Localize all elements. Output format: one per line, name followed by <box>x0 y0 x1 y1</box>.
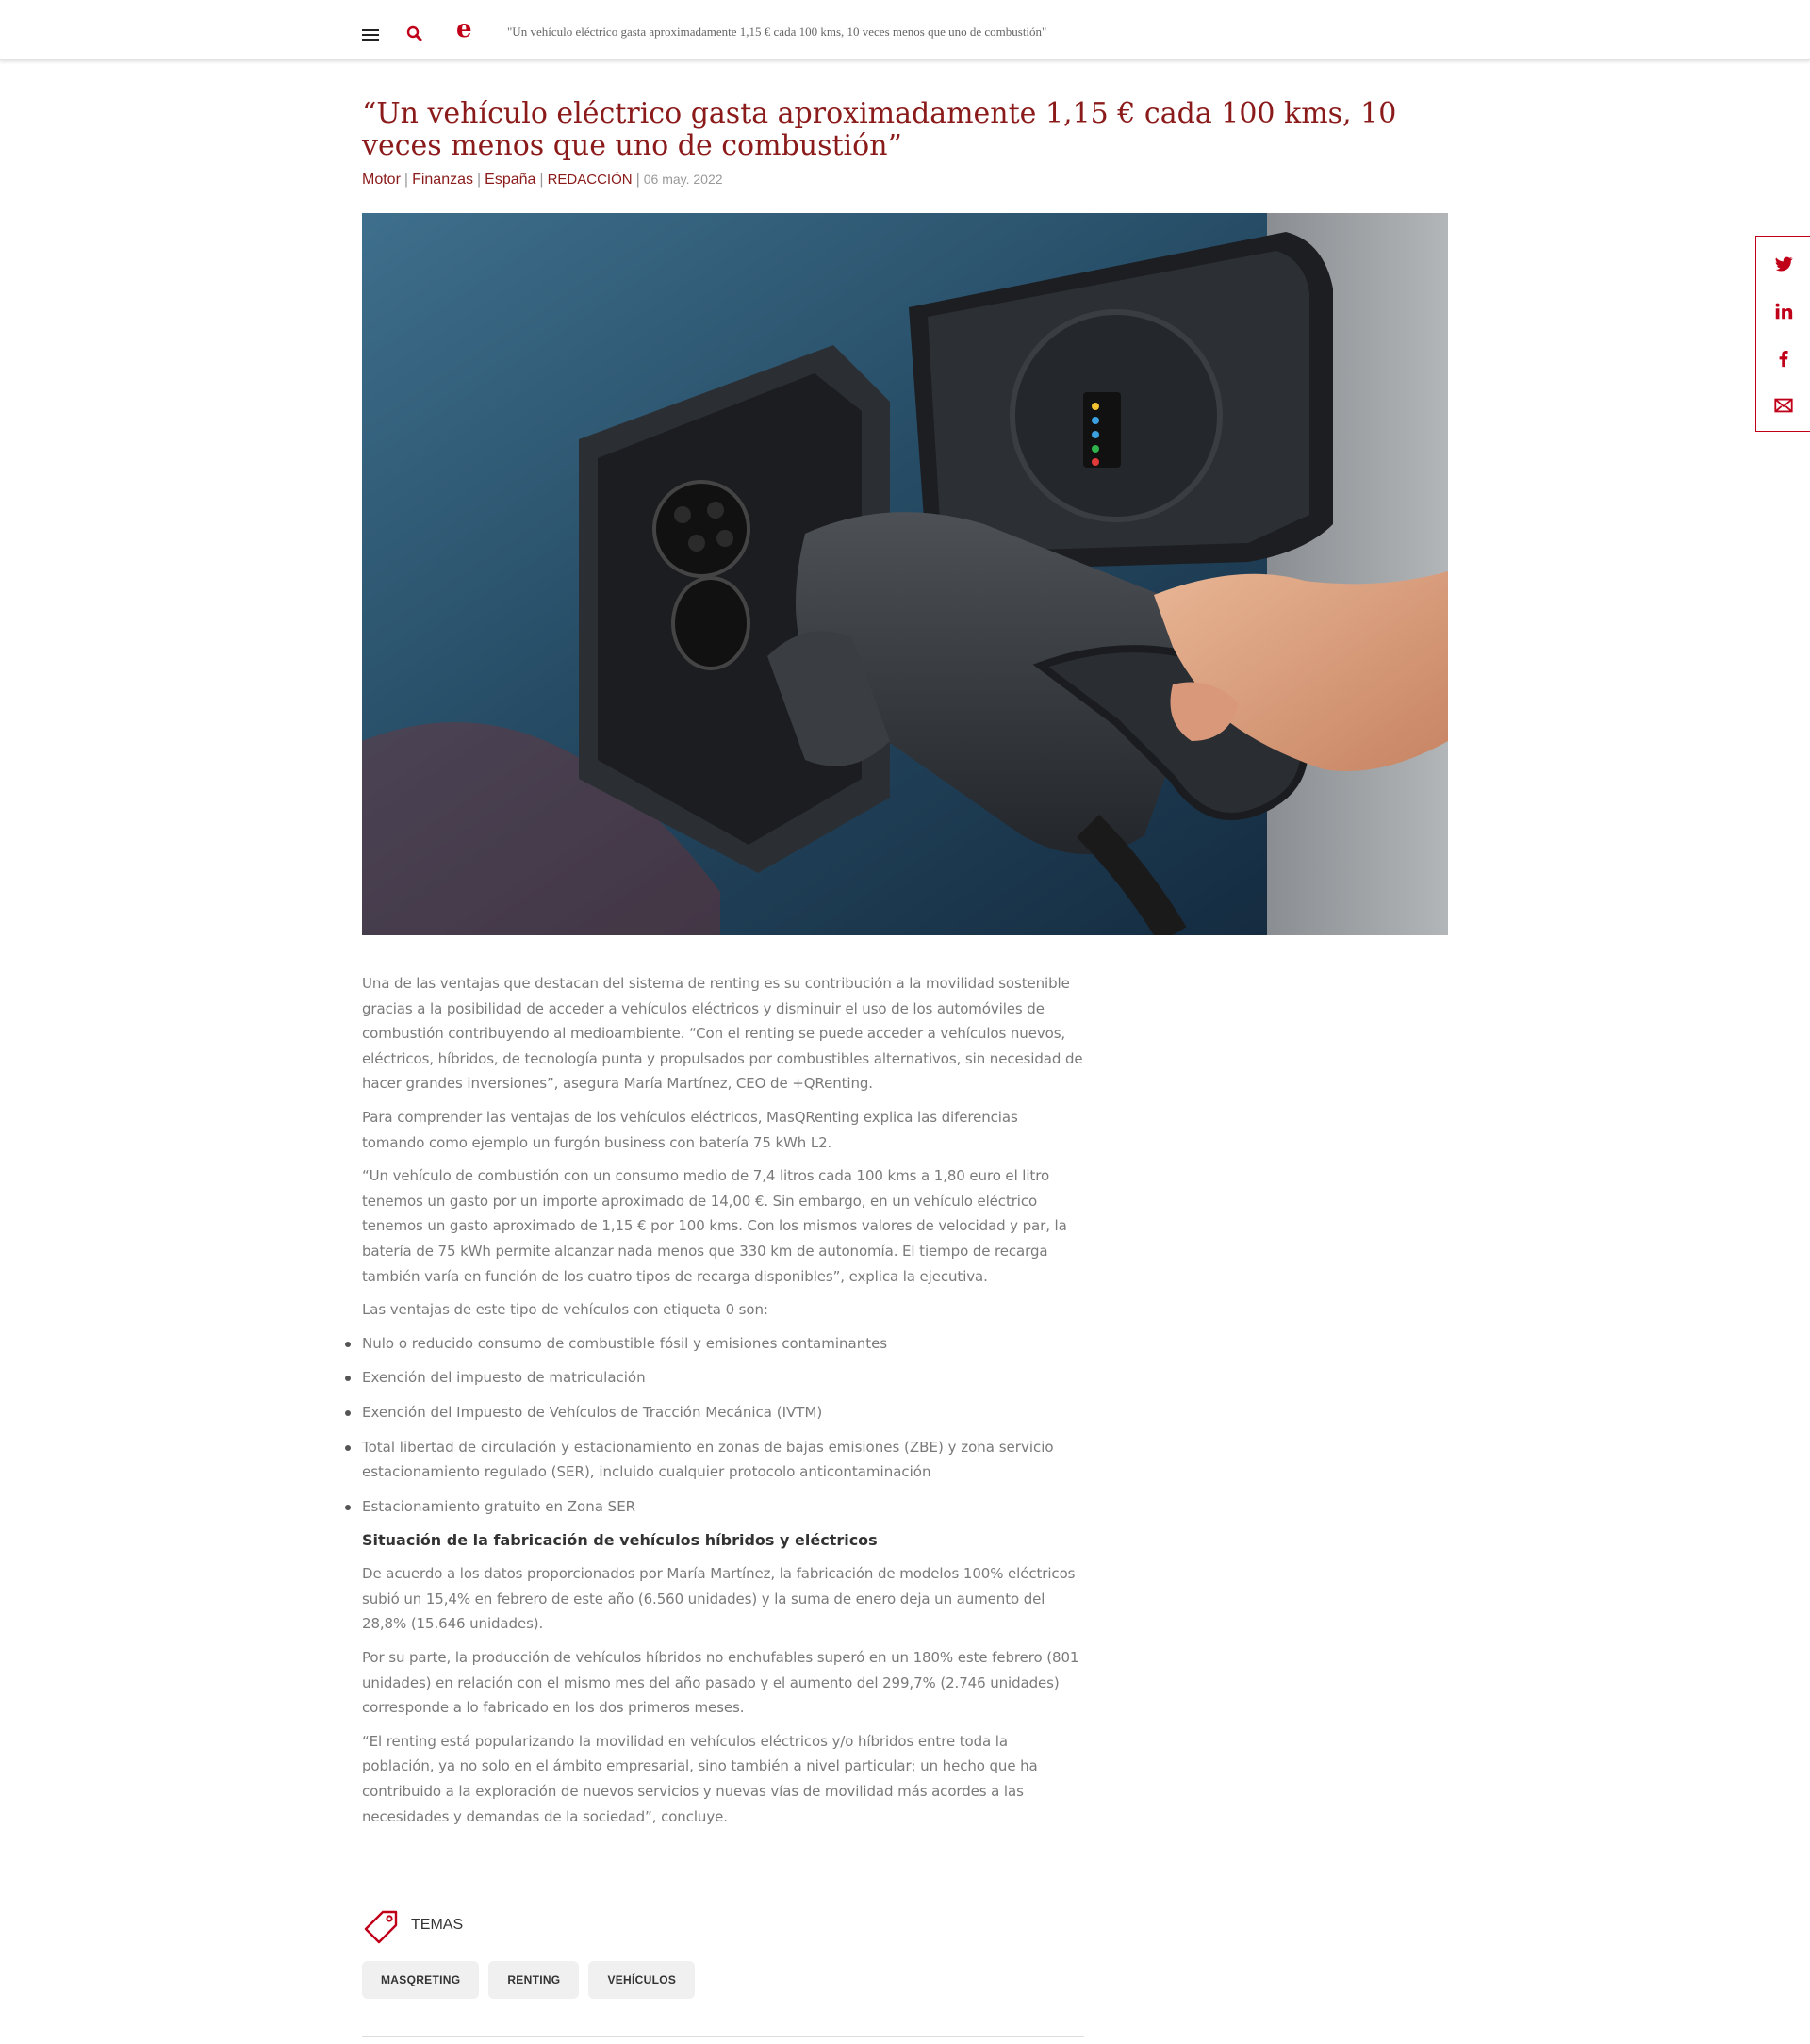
article-paragraph: Las ventajas de este tipo de vehículos con etiqueta 0 son: <box>362 1301 768 1319</box>
tag-masqreting[interactable]: MASQRETING <box>362 1961 479 1999</box>
article-hero-image <box>362 213 1448 935</box>
share-bar <box>1755 236 1810 432</box>
hamburger-menu-icon[interactable] <box>362 29 379 41</box>
article-paragraph: “Un vehículo de combustión con un consumo medio de 7,4 litros cada 100 kms a 1,80 euro el litro tenemos un gasto por un importe aproximado de 14,00 €. Sin embargo, en un vehículo eléctrico tenemos un gasto aproximado de 1,15 € por 100 kms. Con los mismos valores de velocidad y par, la batería de 75 kWh permite alcanzar nada menos que 330 km de autonomía. El tiempo de recarga también varía en función de los cuatro tipos de recarga disponibles”, explica la ejecutiva. <box>362 1167 1067 1285</box>
facebook-icon[interactable] <box>1773 348 1794 369</box>
list-item: Exención del Impuesto de Vehículos de Tracción Mecánica (IVTM) <box>362 1400 1084 1426</box>
article-paragraph: Por su parte, la producción de vehículos híbridos no enchufables superó en un 180% este febrero (801 unidades) en relación con el mismo mes del año pasado y el aumento del 299,7% (2.746 unidades) corresponde a lo fabricado en los dos primeros meses. <box>362 1649 1079 1717</box>
article-headline: “Un vehículo eléctrico gasta aproximadamente 1,15 € cada 100 kms, 10 veces menos que uno de combustión” <box>362 97 1397 162</box>
article-author[interactable]: REDACCIÓN <box>547 172 633 188</box>
email-icon[interactable] <box>1773 395 1794 416</box>
category-link-motor[interactable]: Motor <box>362 172 401 188</box>
article-paragraph: “El renting está popularizando la movilidad en vehículos eléctricos y/o híbridos entre toda la población, ya no solo en el ámbito empresarial, sino también a nivel particular; un hecho que ha contribuido a la exploración de nuevos servicios y nuevas vías de movilidad más acordes a las necesidades y demandas de la sociedad”, concluye. <box>362 1732 1038 1825</box>
site-logo[interactable]: e <box>456 15 472 43</box>
advantages-list <box>362 1331 1084 1520</box>
article-paragraph: De acuerdo a los datos proporcionados por María Martínez, la fabricación de modelos 100% eléctricos subió un 15,4% en febrero de este año (6.560 unidades) y la suma de enero deja un aumento del 28,8% (15.646 unidades). <box>362 1565 1076 1633</box>
topics-label: TEMAS <box>411 1917 464 1933</box>
ev-charging-illustration <box>362 213 1448 935</box>
divider <box>362 2036 1084 2037</box>
category-link-espana[interactable]: España <box>485 172 536 188</box>
linkedin-icon[interactable] <box>1773 301 1794 321</box>
article-subheading: Situación de la fabricación de vehículos híbridos y eléctricos <box>362 1531 878 1550</box>
article-paragraph: Una de las ventajas que destacan del sistema de renting es su contribución a la movilidad sostenible gracias a la posibilidad de acceder a vehículos eléctricos y disminuir el uso de los automóviles de combustión contribuyendo al medioambiente. “Con el renting se puede acceder a vehículos nuevos, eléctricos, híbridos, de tecnología punta y propulsados por combustibles alternativos, sin necesidad de hacer grandes inversiones”, asegura María Martínez, CEO de +QRenting. <box>362 975 1083 1093</box>
tag-icon <box>362 1908 400 1946</box>
search-icon[interactable] <box>405 25 424 43</box>
list-item: Nulo o reducido consumo de combustible fósil y emisiones contaminantes <box>362 1331 1084 1357</box>
article-body <box>362 971 1084 1838</box>
article-meta: Motor | Finanzas | España | REDACCIÓN | 06 may. 2022 <box>362 172 723 188</box>
tag-renting[interactable]: RENTING <box>488 1961 579 1999</box>
article-date: 06 may. 2022 <box>643 172 723 187</box>
list-item: Exención del impuesto de matriculación <box>362 1365 1084 1391</box>
top-bar-article-title: "Un vehículo eléctrico gasta aproximadamente 1,15 € cada 100 kms, 10 veces menos que uno de combustión" <box>507 25 1047 39</box>
twitter-icon[interactable] <box>1773 254 1794 274</box>
list-item: Estacionamiento gratuito en Zona SER <box>362 1494 1084 1520</box>
tag-vehiculos[interactable]: VEHÍCULOS <box>588 1961 695 1999</box>
category-link-finanzas[interactable]: Finanzas <box>412 172 473 188</box>
top-bar <box>0 0 1810 60</box>
list-item: Total libertad de circulación y estacionamiento en zonas de bajas emisiones (ZBE) y zona servicio estacionamiento regulado (SER), incluido cualquier protocolo anticontaminación <box>362 1435 1084 1485</box>
topic-tags <box>362 1961 695 1999</box>
article-paragraph: Para comprender las ventajas de los vehículos eléctricos, MasQRenting explica las diferencias tomando como ejemplo un furgón business con batería 75 kWh L2. <box>362 1108 1018 1151</box>
